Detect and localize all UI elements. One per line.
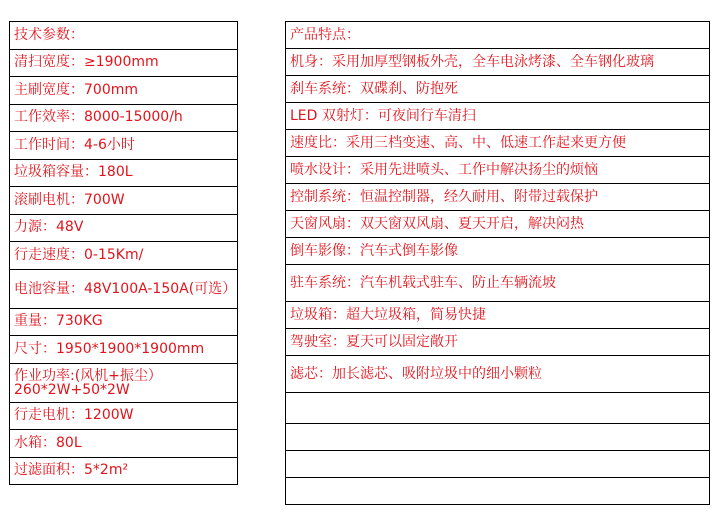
table-cell: 主刷宽度：700mm <box>10 77 238 105</box>
table-title: 技术参数： <box>10 22 238 50</box>
table-row <box>286 238 710 265</box>
table-cell: 行走速度：0-15Km/ <box>10 242 238 270</box>
table-cell <box>286 393 710 424</box>
table-row <box>286 356 710 393</box>
table-cell: 力源：48V <box>10 214 238 242</box>
table-row <box>286 76 710 103</box>
table-cell: 驻车系统：汽车机载式驻车、防止车辆流坡 <box>286 265 710 302</box>
table-cell <box>286 424 710 451</box>
table-row <box>10 242 238 270</box>
product-features-table <box>285 21 710 505</box>
table-row <box>286 478 710 505</box>
table-cell: 工作时间：4-6小时 <box>10 132 238 160</box>
table-cell: 天窗风扇：双天窗双风扇、夏天开启，解决闷热 <box>286 211 710 238</box>
table-row <box>10 132 238 160</box>
table-title: 产品特点： <box>286 22 710 49</box>
table-row <box>286 184 710 211</box>
table-cell: 滤芯：加长滤芯、吸附垃圾中的细小颗粒 <box>286 356 710 393</box>
table-cell <box>286 451 710 478</box>
table-row <box>286 157 710 184</box>
table-cell: 过滤面积：5*2m² <box>10 457 238 485</box>
table-cell: 机身：采用加厚型钢板外壳，全车电泳烤漆、全车钢化玻璃 <box>286 49 710 76</box>
table-row <box>286 451 710 478</box>
table-row <box>286 130 710 157</box>
table-row <box>286 302 710 329</box>
table-cell: 重量：730KG <box>10 308 238 336</box>
table-row <box>286 49 710 76</box>
table-cell: 垃圾箱：超大垃圾箱，简易快捷 <box>286 302 710 329</box>
table-cell <box>286 478 710 505</box>
table-row <box>10 402 238 430</box>
table-row <box>10 363 238 402</box>
table-row <box>286 424 710 451</box>
technical-parameters-table <box>9 21 238 485</box>
table-row <box>286 329 710 356</box>
table-cell: 垃圾箱容量：180L <box>10 159 238 187</box>
table-row <box>10 49 238 77</box>
table-cell: 倒车影像：汽车式倒车影像 <box>286 238 710 265</box>
table-cell: 行走电机：1200W <box>10 402 238 430</box>
table-cell: 水箱：80L <box>10 430 238 458</box>
table-row <box>286 22 710 49</box>
table-cell: 驾驶室：夏天可以固定敞开 <box>286 329 710 356</box>
table-row <box>10 457 238 485</box>
table-row <box>286 265 710 302</box>
table-cell: 刹车系统：双碟刹、防抱死 <box>286 76 710 103</box>
table-cell: 速度比：采用三档变速、高、中、低速工作起来更方便 <box>286 130 710 157</box>
table-row <box>10 430 238 458</box>
table-cell: 喷水设计：采用先进喷头、工作中解决扬尘的烦恼 <box>286 157 710 184</box>
table-row <box>10 308 238 336</box>
table-row <box>10 77 238 105</box>
table-cell: 作业功率:(风机+振尘）260*2W+50*2W <box>10 363 238 402</box>
table-cell: 工作效率：8000-15000/h <box>10 104 238 132</box>
table-row <box>10 187 238 215</box>
table-row <box>286 103 710 130</box>
table-row <box>286 211 710 238</box>
table-row <box>10 22 238 50</box>
table-cell: 清扫宽度：≥1900mm <box>10 49 238 77</box>
table-row <box>10 336 238 364</box>
table-cell: 电池容量：48V100A-150A(可选） <box>10 269 238 308</box>
table-cell: 尺寸：1950*1900*1900mm <box>10 336 238 364</box>
table-row <box>10 159 238 187</box>
table-row <box>10 269 238 308</box>
table-cell: 控制系统：恒温控制器，经久耐用、附带过载保护 <box>286 184 710 211</box>
table-cell: LED 双射灯：可夜间行车清扫 <box>286 103 710 130</box>
table-row <box>10 104 238 132</box>
table-row <box>286 393 710 424</box>
table-cell: 滚刷电机：700W <box>10 187 238 215</box>
table-row <box>10 214 238 242</box>
